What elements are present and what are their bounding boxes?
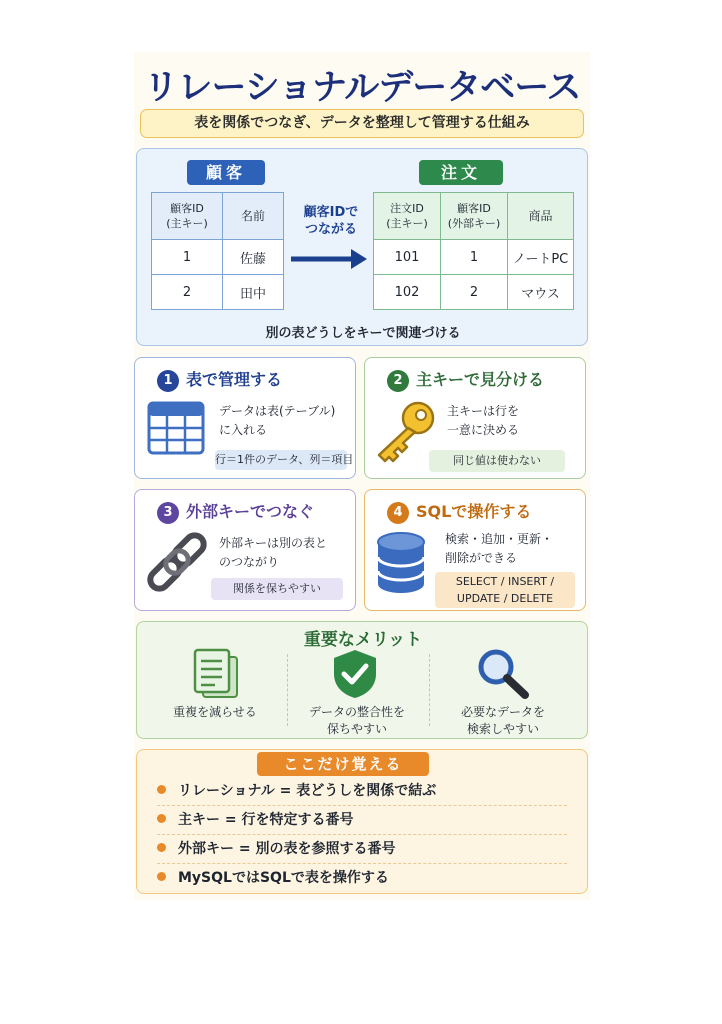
merit-item: データの整合性を 保ちやすい xyxy=(308,705,405,736)
card-text: データは表(テーブル) に入れる xyxy=(219,404,336,437)
merit-item: 重複を減らせる xyxy=(173,705,257,719)
card-text: 検索・追加・更新・ 削除ができる xyxy=(445,532,554,565)
bullet-icon xyxy=(157,785,166,794)
table-cell: マウス xyxy=(508,275,574,310)
card-title: 3 外部キーでつなぐ xyxy=(157,500,314,524)
merit-item: 必要なデータを 検索しやすい xyxy=(460,705,545,736)
card-badge: SELECT / INSERT / UPDATE / DELETE xyxy=(435,572,575,608)
link-label: 顧客IDで つながる xyxy=(303,205,359,237)
order-col-product: 商品 xyxy=(508,193,574,240)
customer-table-header: 顧客 xyxy=(187,160,265,185)
card-sql xyxy=(364,489,586,611)
card-title: 2 主キーで見分ける xyxy=(387,368,544,392)
card-badge: 行＝1件のデータ、列＝項目 xyxy=(215,450,347,470)
order-col-customer-id: 顧客ID (外部キー) xyxy=(441,193,508,240)
step-number: 1 xyxy=(157,370,179,392)
table-row xyxy=(152,275,284,310)
card-text: 主キーは行を 一意に決める xyxy=(447,404,520,437)
table-cell: 2 xyxy=(152,275,223,310)
table-cell: 佐藤 xyxy=(223,240,284,275)
table-cell: 1 xyxy=(152,240,223,275)
documents-icon xyxy=(189,647,243,699)
order-col-id: 注文ID (主キー) xyxy=(374,193,441,240)
magnifier-icon xyxy=(475,646,531,700)
subtitle-banner: 表を関係でつなぎ、データを整理して管理する仕組み xyxy=(140,109,584,138)
bullet-icon xyxy=(157,814,166,823)
database-icon xyxy=(375,530,427,596)
divider xyxy=(429,654,430,726)
list-item: MySQLではSQLで表を操作する xyxy=(157,864,567,893)
table-cell: 1 xyxy=(441,240,508,275)
card-text: 外部キーは別の表と のつながり xyxy=(219,536,328,569)
card-primary-key xyxy=(364,357,586,479)
card-foreign-key xyxy=(134,489,356,611)
customer-col-name: 名前 xyxy=(223,193,284,240)
step-number: 2 xyxy=(387,370,409,392)
relation-caption: 別の表どうしをキーで関連づける xyxy=(265,326,461,341)
table-row xyxy=(374,240,574,275)
bullet-icon xyxy=(157,843,166,852)
bullet-icon xyxy=(157,872,166,881)
step-number: 3 xyxy=(157,502,179,524)
relation-diagram-panel xyxy=(136,148,588,346)
card-title: 1 表で管理する xyxy=(157,368,282,392)
memorize-title: ここだけ覚える xyxy=(257,752,429,776)
table-icon xyxy=(147,401,205,455)
list-item: リレーショナル = 表どうしを関係で結ぶ xyxy=(157,777,567,806)
infographic xyxy=(134,52,590,900)
table-cell: 102 xyxy=(374,275,441,310)
page-title: リレーショナルデータベース xyxy=(143,68,581,108)
table-cell: 2 xyxy=(441,275,508,310)
merits-title: 重要なメリット xyxy=(303,630,423,650)
customer-col-id: 顧客ID (主キー) xyxy=(152,193,223,240)
table-row xyxy=(374,275,574,310)
step-number: 4 xyxy=(387,502,409,524)
table-row xyxy=(152,240,284,275)
chain-link-icon xyxy=(145,532,209,592)
memorize-panel xyxy=(136,749,588,894)
card-badge: 関係を保ちやすい xyxy=(211,578,343,600)
table-cell: ノートPC xyxy=(508,240,574,275)
list-item: 外部キー = 別の表を参照する番号 xyxy=(157,835,567,864)
right-arrow-icon xyxy=(289,247,369,271)
merits-panel xyxy=(136,621,588,739)
table-cell: 田中 xyxy=(223,275,284,310)
card-title: 4 SQLで操作する xyxy=(387,500,531,524)
card-table-management xyxy=(134,357,356,479)
order-table xyxy=(373,192,574,310)
card-badge: 同じ値は使わない xyxy=(429,450,565,472)
order-table-header: 注文 xyxy=(419,160,503,185)
shield-check-icon xyxy=(331,648,379,700)
table-cell: 101 xyxy=(374,240,441,275)
customer-table xyxy=(151,192,284,310)
list-item: 主キー = 行を特定する番号 xyxy=(157,806,567,835)
